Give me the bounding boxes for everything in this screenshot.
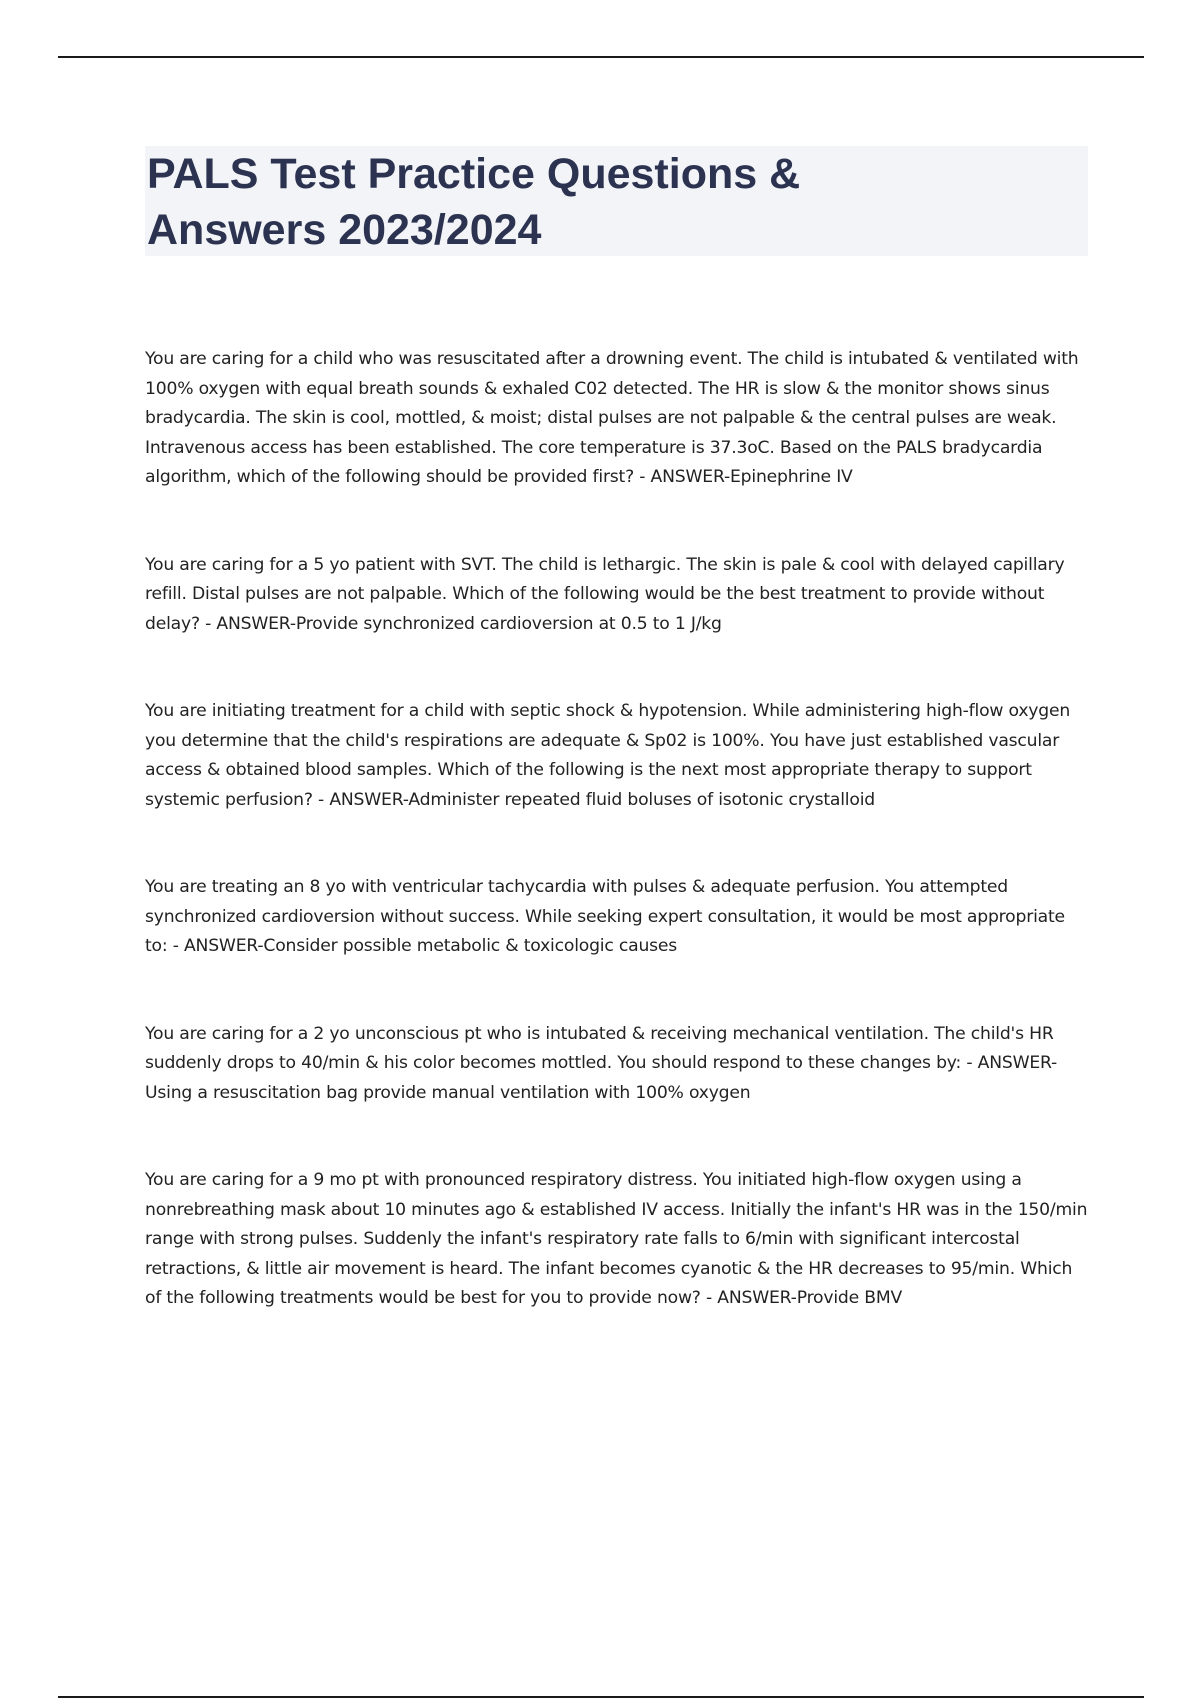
answer-separator: - ANSWER- bbox=[199, 613, 296, 634]
question-text: You are initiating treatment for a child with septic shock & hypotension. While administering high-flow oxygen you determine that the child's respirations are adequate & Sp02 is 100%. You have just established vascular access & obtained blood samples. Which of the following is the next most appropriate therapy to support systemic perfusion? bbox=[145, 701, 1071, 810]
qa-list bbox=[145, 345, 1090, 1314]
qa-item-1 bbox=[145, 345, 1090, 493]
qa-item-4 bbox=[145, 873, 1090, 962]
qa-item-5 bbox=[145, 1020, 1090, 1109]
answer-text: Using a resuscitation bag provide manual ventilation with 100% oxygen bbox=[145, 1082, 751, 1103]
question-text: You are caring for a 9 mo pt with pronounced respiratory distress. You initiated high-flow oxygen using a nonrebreathing mask about 10 minutes ago & established IV access. Initially the infant's HR was in the 150/min range with strong pulses. Suddenly the infant's respiratory rate falls to 6/min with significant intercostal retractions, & little air movement is heard. The infant becomes cyanotic & the HR decreases to 95/min. Which of the following treatments would be best for you to provide now? bbox=[145, 1170, 1088, 1308]
question-text: You are caring for a 2 yo unconscious pt who is intubated & receiving mechanical ventilation. The child's HR suddenly drops to 40/min & his color becomes mottled. You should respond to these changes by: bbox=[145, 1023, 1054, 1073]
answer-text: Provide synchronized cardioversion at 0.5 to 1 J/kg bbox=[295, 613, 722, 634]
question-text: You are treating an 8 yo with ventricular tachycardia with pulses & adequate perfusion. You attempted synchronized cardioversion without success. While seeking expert consultation, it would be most appropriate to: bbox=[145, 877, 1065, 956]
answer-text: Administer repeated fluid boluses of isotonic crystalloid bbox=[408, 789, 875, 810]
title-banner bbox=[145, 146, 1088, 256]
qa-item-3 bbox=[145, 697, 1090, 815]
qa-item-2 bbox=[145, 551, 1090, 640]
document-title: PALS Test Practice Questions & Answers 2023/2024 bbox=[147, 150, 801, 254]
answer-text: Provide BMV bbox=[796, 1288, 903, 1308]
answer-separator: - ANSWER- bbox=[634, 467, 730, 487]
answer-separator: - ANSWER- bbox=[167, 936, 264, 956]
answer-text: Consider possible metabolic & toxicologic causes bbox=[263, 936, 678, 956]
answer-separator: - ANSWER- bbox=[700, 1288, 797, 1308]
question-text: You are caring for a child who was resuscitated after a drowning event. The child is intubated & ventilated with 100% oxygen with equal breath sounds & exhaled C02 detected. The HR is slow & the monitor shows sinus bradycardia. The skin is cool, mottled, & moist; distal pulses are not palpable & the central pulses are weak. Intravenous access has been established. The core temperature is 37.3oC. Based on the PALS bradycardia algorithm, which of the following should be provided first? bbox=[145, 349, 1079, 487]
answer-separator: - ANSWER- bbox=[961, 1053, 1058, 1073]
qa-item-6 bbox=[145, 1166, 1090, 1314]
header-rule bbox=[58, 56, 1144, 58]
footer-rule bbox=[58, 1696, 1144, 1698]
answer-separator: - ANSWER- bbox=[312, 789, 409, 810]
question-text: You are caring for a 5 yo patient with SVT. The child is lethargic. The skin is pale & cool with delayed capillary refill. Distal pulses are not palpable. Which of the following would be the best treatment to provide without delay? bbox=[145, 554, 1065, 634]
answer-text: Epinephrine IV bbox=[730, 467, 853, 487]
